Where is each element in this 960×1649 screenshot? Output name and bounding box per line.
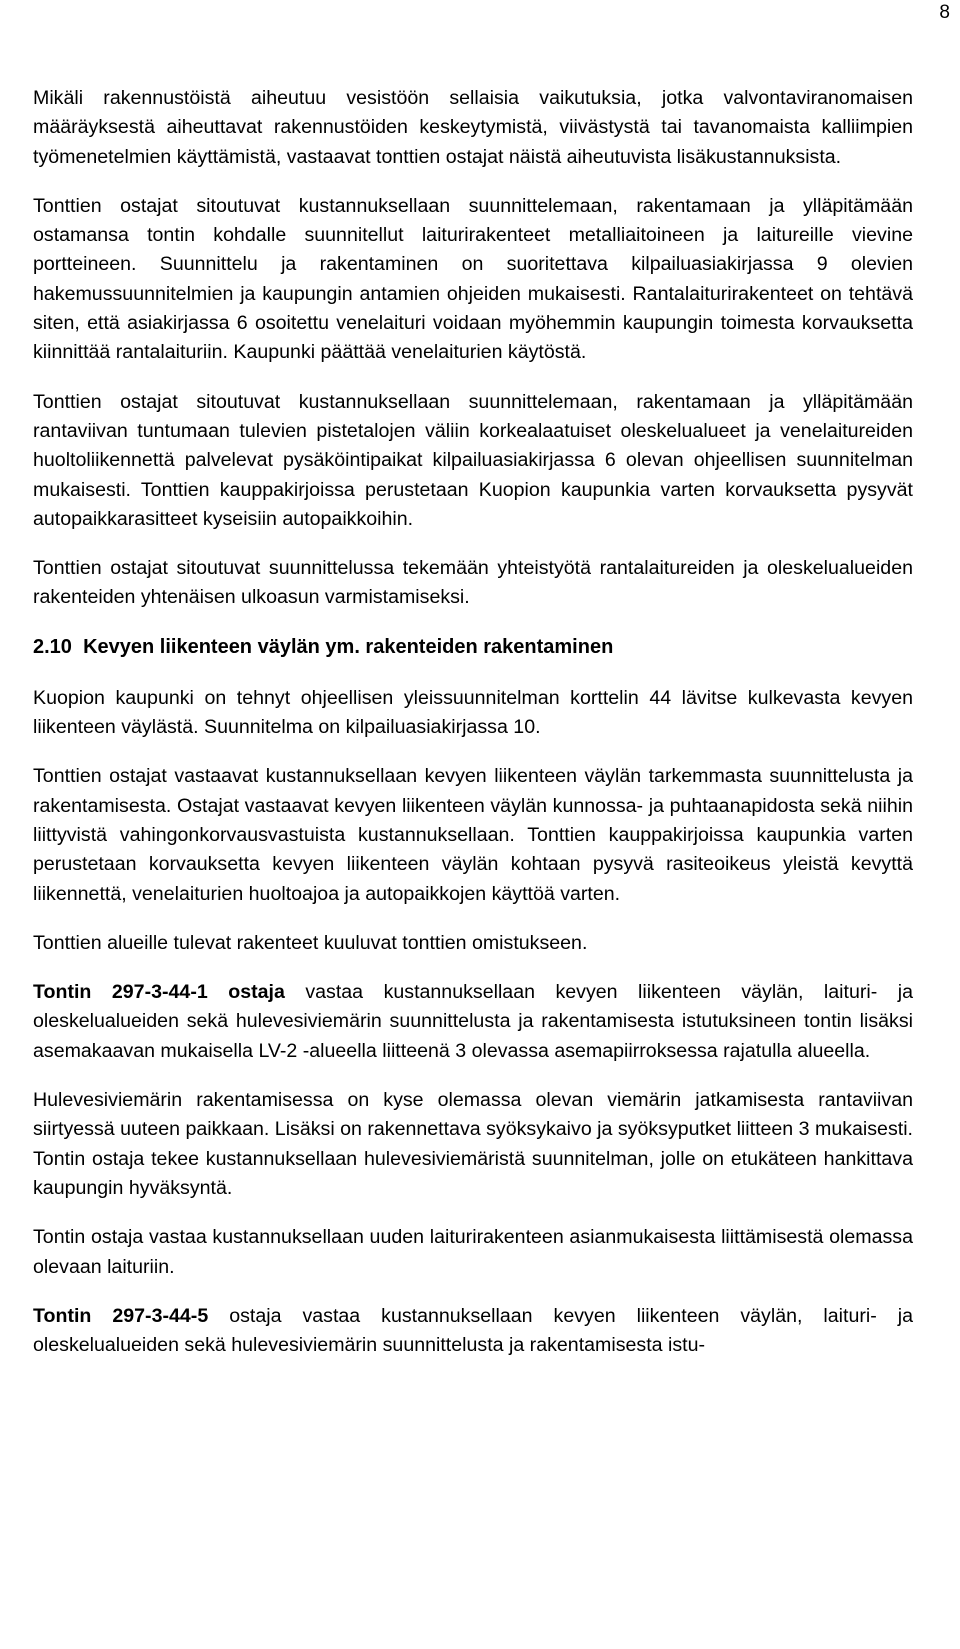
paragraph-pier-structures: Tonttien ostajat sitoutuvat kustannuksellaan suunnittelemaan, rakentamaan ja ylläpitämään ostamansa tontin kohdalle suunnitellut laiturirakenteet metalliaitoineen ja laitureille vievine portteineen. Suunnittelu ja rakentaminen on suoritettava kilpailuasiakirjassa 9 olevien hakemussuunnitelmien ja kaupungin antamien ohjeiden mukaisesti. Rantalaiturirakenteet on tehtävä siten, että asiakirjassa 6 osoitettu venelaituri voidaan myöhemmin kaupungin toimesta korvauksetta kiinnittää rantalaituriin. Kaupunki päättää venelaiturien käytöstä. [33,194,913,364]
paragraph-water-impacts: Mikäli rakennustöistä aiheutuu vesistöön sellaisia vaikutuksia, jotka valvontaviranomaisen määräyksestä aiheuttavat rakennustöiden keskeytymistä, viivästystä tai tavanomaista kalliimpien työmenetelmien käyttämistä, vastaavat tonttien ostajat näistä aiheutuvista lisäkustannuksista. [33,87,913,168]
paragraph-light-traffic-costs: Tonttien ostajat vastaavat kustannuksellaan kevyen liikenteen väylän tarkemmasta suunnittelusta ja rakentamisesta. Ostajat vastaavat kevyen liikenteen väylän kunnossa- ja puhtaanapidosta sekä niihin liittyvistä vahingonkorvausvastuista kustannuksellaan. Tonttien kauppakirjoissa kaupunkia varten perustetaan korvauksetta kevyen liikenteen väylän kohtaan pysyvä rasiteoikeus yleistä kevyttä liikennettä, venelaiturien huoltoajoa ja autopaikkojen käyttöä varten. [33,765,913,905]
plot-44-5-text: ostaja vastaa kustannuksellaan kevyen liikenteen väylän, laituri- ja oleskelualueiden sekä hulevesiviemärin suunnittelusta ja rakentamisesta istu- [33,1304,913,1357]
plot-44-5-label: Tontin 297-3-44-5 [33,1304,209,1327]
section-number: 2.10 [33,635,72,658]
paragraph-pier-connection: Tontin ostaja vastaa kustannuksellaan uuden laiturirakenteen asianmukaisesta liittämisestä olemassa olevaan laituriin. [33,1226,913,1278]
plot-44-1-text: vastaa kustannuksellaan kevyen liikenteen väylän, laituri- ja oleskelualueiden sekä hulevesiviemärin suunnittelusta ja rakentamisesta istutuksineen tontin lisäksi asemakaavan mukaisella LV-2 -alueella liitteenä 3 olevassa asemapiirroksessa rajatulla alueella. [33,981,913,1062]
section-title: Kevyen liikenteen väylän ym. rakenteiden rakentaminen [83,635,614,658]
page-number: 8 [939,2,950,23]
plot-44-1-label: Tontin 297-3-44-1 ostaja [33,981,285,1004]
paragraph-cooperation: Tonttien ostajat sitoutuvat suunnittelussa tekemään yhteistyötä rantalaitureiden ja oleskelualueiden rakenteiden yhtenäisen ulkoasun varmistamiseksi. [33,557,913,609]
paragraph-storm-sewer: Hulevesiviemärin rakentamisessa on kyse olemassa olevan viemärin jatkamisesta rantaviivan siirtyessä uuteen paikkaan. Lisäksi on rakennettava syöksykaivo ja syöksyputket liitteen 3 mukaisesti. Tontin ostaja tekee kustannuksellaan hulevesiviemäristä suunnitelman, jolle on etukäteen hankittava kaupungin hyväksyntä. [33,1089,913,1199]
paragraph-general-plan: Kuopion kaupunki on tehnyt ohjeellisen yleissuunnitelman korttelin 44 lävitse kulkevasta kevyen liikenteen väylästä. Suunnitelma on kilpailuasiakirjassa 10. [33,686,913,739]
paragraph-plot-44-1 [33,978,913,1066]
paragraph-plot-44-5 [33,1302,913,1361]
section-heading [33,633,913,662]
paragraph-ownership: Tonttien alueille tulevat rakenteet kuuluvat tonttien omistukseen. [33,931,588,954]
paragraph-lounge-areas: Tonttien ostajat sitoutuvat kustannuksellaan suunnittelemaan, rakentamaan ja ylläpitämään rantaviivan tuntumaan tulevien pistetalojen väliin korkealaatuiset oleskelualueet ja venelaitureiden huoltoliikennettä palvelevat pysäköintipaikat kilpailuasiakirjassa 6 olevan ohjeellisen suunnitelman mukaisesti. Tonttien kauppakirjoissa perustetaan Kuopion kaupunkia varten korvauksetta pysyvät autopaikkarasitteet kyseisiin autopaikkoihin. [33,390,913,530]
document-body [33,84,913,1380]
